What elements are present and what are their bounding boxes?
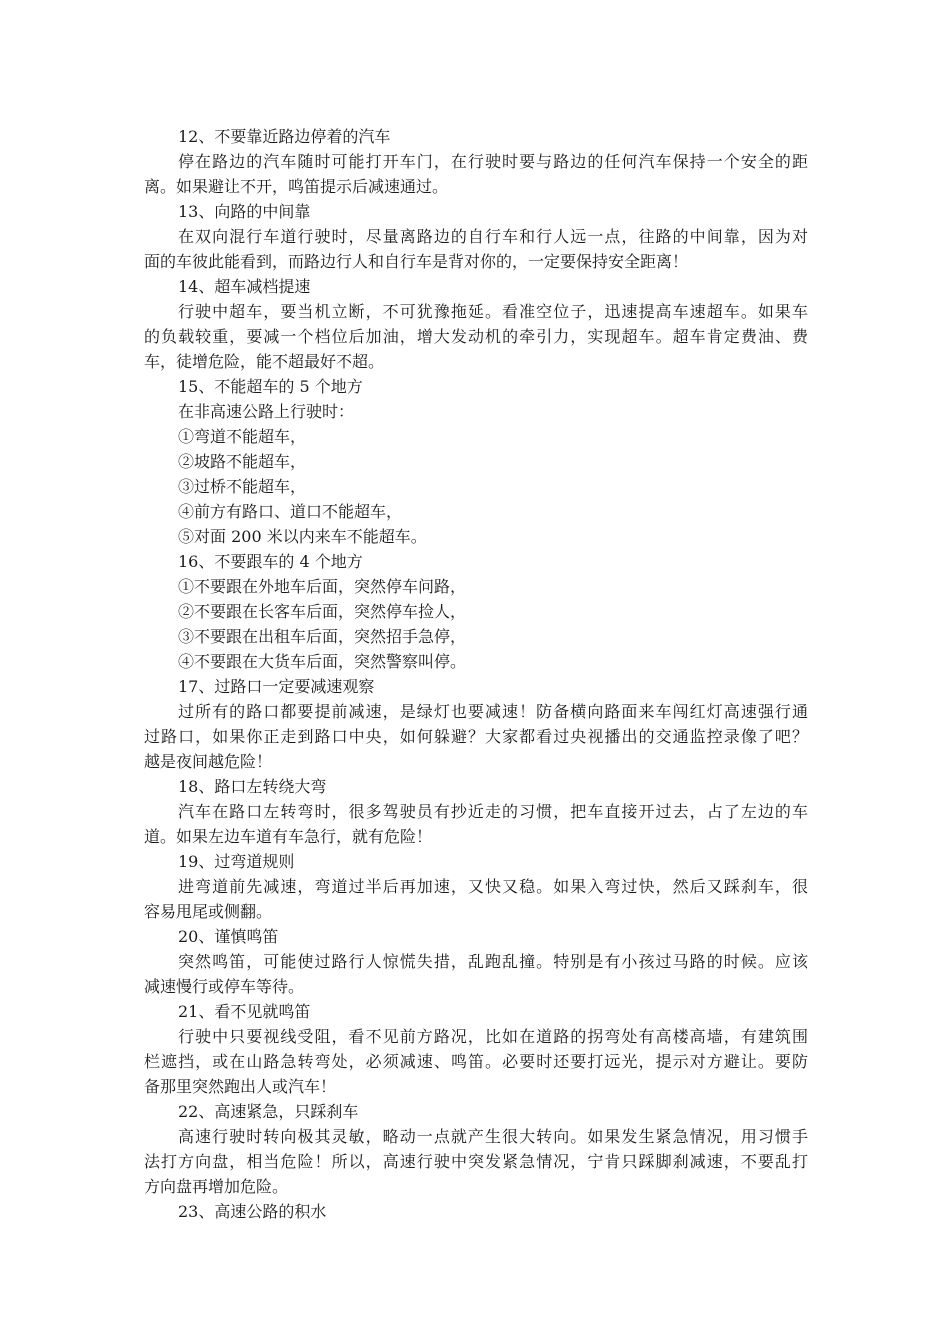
document-line: 容易甩尾或侧翻。 bbox=[144, 902, 273, 921]
document-line: 20、谨慎鸣笛 bbox=[178, 927, 279, 946]
document-body bbox=[144, 124, 808, 1224]
document-line: 在非高速公路上行驶时： bbox=[178, 402, 355, 421]
document-line: 面的车彼此能看到，而路边行人和自行车是背对你的，一定要保持安全距离！ bbox=[144, 252, 689, 271]
document-line: 过路口，如果你正走到路口中央，如何躲避？大家都看过央视播出的交通监控录像了吧？ bbox=[144, 727, 808, 746]
document-line: 18、路口左转绕大弯 bbox=[178, 777, 327, 796]
document-line: 离。如果避让不开，鸣笛提示后减速通过。 bbox=[144, 177, 449, 196]
document-line: ②不要跟在长客车后面，突然停车捡人， bbox=[178, 602, 467, 621]
document-line: 减速慢行或停车等待。 bbox=[144, 977, 305, 996]
document-line: 过所有的路口都要提前减速，是绿灯也要减速！防备横向路面来车闯红灯高速强行通 bbox=[178, 702, 808, 721]
document-line: ③不要跟在出租车后面，突然招手急停， bbox=[178, 627, 467, 646]
document-line: 行驶中只要视线受阻，看不见前方路况，比如在道路的拐弯处有高楼高墙，有建筑围 bbox=[178, 1027, 808, 1046]
document-line: 越是夜间越危险！ bbox=[144, 752, 273, 771]
document-line: 13、向路的中间靠 bbox=[178, 202, 311, 221]
document-line: 栏遮挡，或在山路急转弯处，必须减速、鸣笛。必要时还要打远光，提示对方避让。要防 bbox=[144, 1052, 808, 1071]
document-line: ④不要跟在大货车后面，突然警察叫停。 bbox=[178, 652, 467, 671]
document-line: 停在路边的汽车随时可能打开车门，在行驶时要与路边的任何汽车保持一个安全的距 bbox=[178, 152, 808, 171]
document-line: 车，徒增危险，能不超最好不超。 bbox=[144, 352, 385, 371]
document-line: 的负载较重，要减一个档位后加油，增大发动机的牵引力，实现超车。超车肯定费油、费 bbox=[144, 327, 808, 346]
document-line: 道。如果左边车道有车急行，就有危险！ bbox=[144, 827, 433, 846]
document-line: 14、超车减档提速 bbox=[178, 277, 311, 296]
document-line: 在双向混行车道行驶时，尽量离路边的自行车和行人远一点，往路的中间靠，因为对 bbox=[178, 227, 808, 246]
document-line: 汽车在路口左转弯时，很多驾驶员有抄近走的习惯，把车直接开过去，占了左边的车 bbox=[178, 802, 808, 821]
document-line: 进弯道前先减速，弯道过半后再加速，又快又稳。如果入弯过快，然后又踩刹车，很 bbox=[178, 877, 808, 896]
document-line: 23、高速公路的积水 bbox=[178, 1202, 327, 1221]
document-line: 行驶中超车，要当机立断，不可犹豫拖延。看准空位子，迅速提高车速超车。如果车 bbox=[178, 302, 808, 321]
document-line: 方向盘再增加危险。 bbox=[144, 1177, 289, 1196]
document-line: ④前方有路口、道口不能超车， bbox=[178, 502, 403, 521]
document-line: 12、不要靠近路边停着的汽车 bbox=[178, 127, 391, 146]
document-line: 高速行驶时转向极其灵敏，略动一点就产生很大转向。如果发生紧急情况，用习惯手 bbox=[178, 1127, 808, 1146]
document-line: ⑤对面 200 米以内来车不能超车。 bbox=[178, 527, 427, 546]
document-line: 22、高速紧急，只踩刹车 bbox=[178, 1102, 359, 1121]
document-line: 法打方向盘，相当危险！所以，高速行驶中突发紧急情况，宁肯只踩脚刹减速，不要乱打 bbox=[144, 1152, 808, 1171]
document-line: ①不要跟在外地车后面，突然停车问路， bbox=[178, 577, 467, 596]
document-line: ③过桥不能超车， bbox=[178, 477, 307, 496]
document-line: 15、不能超车的 5 个地方 bbox=[178, 377, 363, 396]
document-line: 备那里突然跑出人或汽车！ bbox=[144, 1077, 337, 1096]
document-line: 21、看不见就鸣笛 bbox=[178, 1002, 311, 1021]
document-line: ②坡路不能超车， bbox=[178, 452, 307, 471]
document-line: 突然鸣笛，可能使过路行人惊慌失措，乱跑乱撞。特别是有小孩过马路的时候。应该 bbox=[178, 952, 808, 971]
document-line: 19、过弯道规则 bbox=[178, 852, 295, 871]
document-line: 17、过路口一定要减速观察 bbox=[178, 677, 375, 696]
document-line: ①弯道不能超车， bbox=[178, 427, 307, 446]
document-line: 16、不要跟车的 4 个地方 bbox=[178, 552, 363, 571]
